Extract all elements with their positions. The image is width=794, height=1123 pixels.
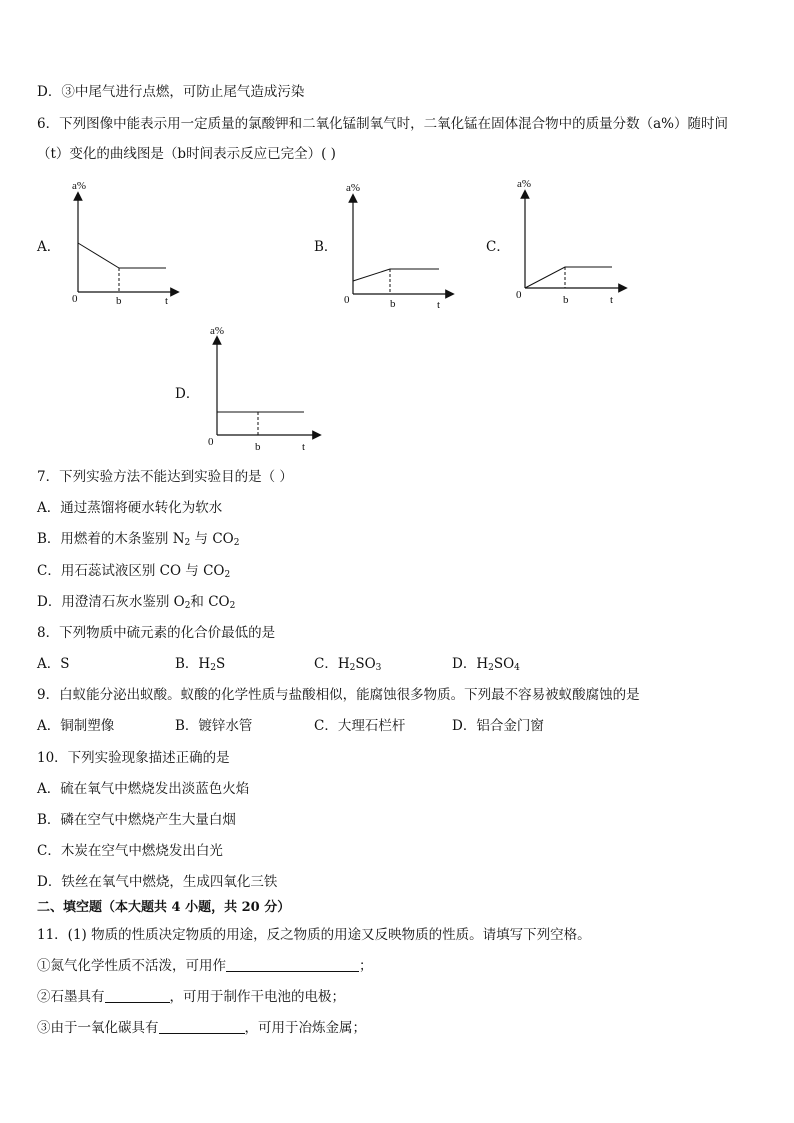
q7-option-a: A．通过蒸馏将硬水转化为软水 [37, 500, 223, 516]
q11-item-2: ②石墨具有 ，可用于制作干电池的电极； [37, 989, 345, 1005]
y-axis-label: a% [210, 325, 225, 337]
origin-label: 0 [516, 289, 522, 301]
origin-label: 0 [344, 294, 350, 306]
y-axis-label: a% [517, 178, 532, 190]
q7-option-b: B．用燃着的木条鉴别 $N_2$ 与 $CO_2$ [37, 531, 240, 548]
q9-option-a: A．铜制塑像 [37, 718, 115, 734]
q8-stem: 8．下列物质中硫元素的化合价最低的是 [37, 625, 276, 641]
q8-option-b: B．$H_2S$ [175, 656, 226, 673]
q10-option-d: D．铁丝在氧气中燃烧，生成四氧化三铁 [37, 874, 278, 890]
q10-option-a: A．硫在氧气中燃烧发出淡蓝色火焰 [37, 781, 250, 797]
x-axis-label: t [437, 299, 441, 311]
q6-graph-d-label: D． [175, 386, 200, 402]
q9-option-b: B．镀锌水管 [175, 718, 253, 734]
x-axis-label: t [165, 295, 169, 307]
x-axis-label: t [610, 294, 614, 306]
fill-blank-1[interactable] [226, 958, 359, 972]
origin-label: 0 [72, 293, 78, 305]
q11-stem: 11．(1) 物质的性质决定物质的用途，反之物质的用途又反映物质的性质。请填写下列空格。 [37, 927, 591, 943]
q7-option-d: D．用澄清石灰水鉴别 $O_2$和 $CO_2$ [37, 594, 236, 611]
q9-option-c: C．大理石栏杆 [314, 718, 406, 734]
q6-graph-c [508, 174, 638, 309]
q6-graph-d [200, 320, 330, 456]
q10-stem: 10．下列实验现象描述正确的是 [37, 750, 230, 766]
b-mark-label: b [563, 294, 569, 306]
q6-graph-a [60, 176, 190, 308]
q6-graph-c-label: C． [486, 239, 510, 255]
q11-item-1: ①氮气化学性质不活泼，可用作 ； [37, 958, 373, 974]
q9-option-d: D．铝合金门窗 [452, 718, 544, 734]
q9-stem: 9．白蚁能分泌出蚁酸。蚁酸的化学性质与盐酸相似，能腐蚀很多物质。下列最不容易被蚁酸腐蚀的是 [37, 687, 640, 703]
q6-stem-line2: （t）变化的曲线图是（b时间表示反应已完全）( ) [37, 146, 336, 162]
fill-blank-2[interactable] [105, 989, 170, 1003]
q8-option-d: D．$H_2SO_4$ [452, 656, 520, 673]
q6-graph-b-label: B． [314, 239, 338, 255]
q10-option-c: C．木炭在空气中燃烧发出白光 [37, 843, 223, 859]
q8-option-a: A．S [37, 656, 70, 672]
b-mark-label: b [390, 298, 396, 310]
x-axis-label: t [302, 441, 306, 453]
section-heading: 二、填空题（本大题共 4 小题，共 20 分） [37, 900, 291, 915]
q7-stem: 7．下列实验方法不能达到实验目的是（ ） [37, 469, 293, 485]
y-axis-label: a% [346, 182, 361, 194]
q10-option-b: B．磷在空气中燃烧产生大量白烟 [37, 812, 236, 828]
b-mark-label: b [255, 441, 261, 453]
q6-stem-line1: 6．下列图像中能表示用一定质量的氯酸钾和二氧化锰制氧气时，二氧化锰在固体混合物中的质量分数（a%）随时间 [37, 116, 728, 132]
origin-label: 0 [208, 436, 214, 448]
q5-option-d: D．③中尾气进行点燃，可防止尾气造成污染 [37, 84, 305, 100]
q7-option-c: C．用石蕊试液区别 CO 与 $CO_2$ [37, 563, 231, 580]
q6-graph-a-label: A． [37, 239, 61, 255]
b-mark-label: b [116, 295, 122, 307]
y-axis-label: a% [72, 180, 87, 192]
q6-graph-b [335, 176, 465, 311]
fill-blank-3[interactable] [159, 1020, 245, 1034]
q11-item-3: ③由于一氧化碳具有 ，可用于冶炼金属； [37, 1020, 366, 1036]
q8-option-c: C．$H_2SO_3$ [314, 656, 382, 673]
